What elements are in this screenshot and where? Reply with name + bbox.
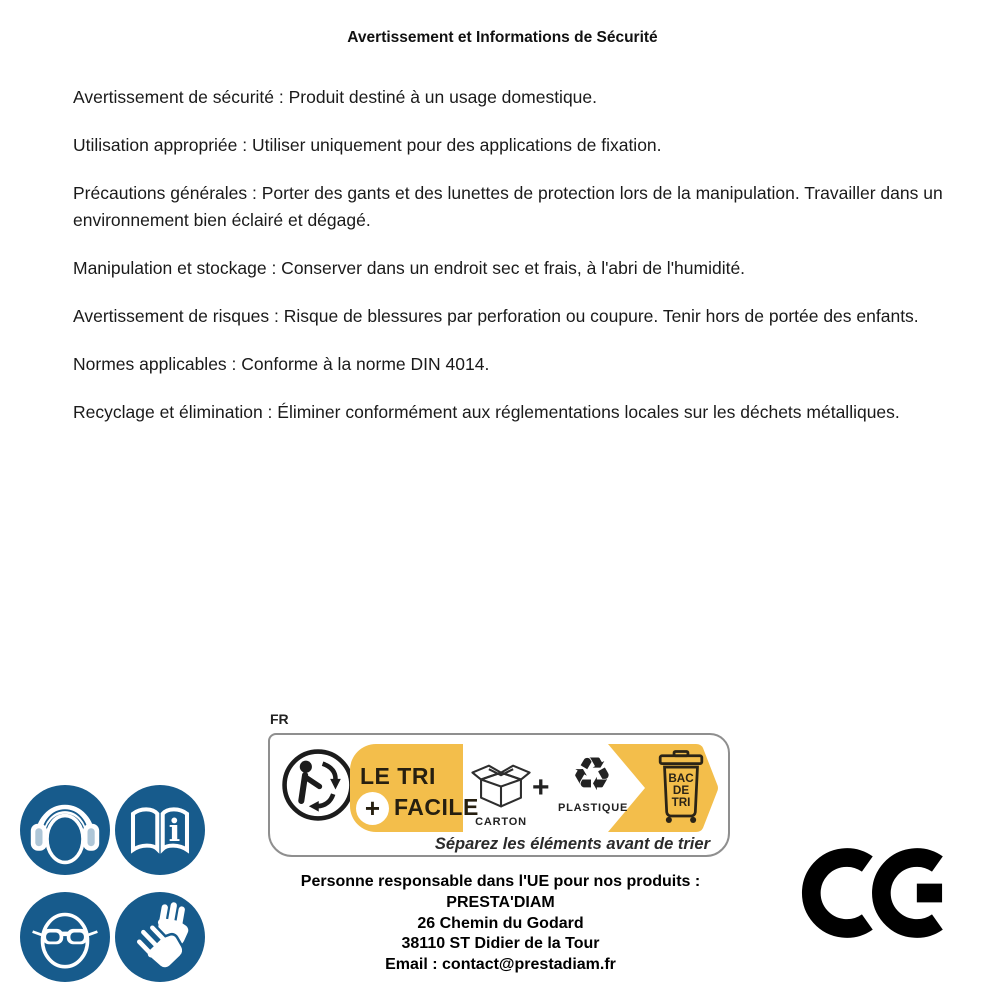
safety-text-block bbox=[73, 84, 968, 447]
facile-text: FACILE bbox=[394, 794, 479, 820]
svg-text:i: i bbox=[168, 812, 181, 849]
safety-paragraph: Manipulation et stockage : Conserver dans un endroit sec et frais, à l'abri de l'humidité. bbox=[73, 258, 746, 278]
svg-text:DE: DE bbox=[672, 783, 690, 797]
sorting-tagline: Séparez les éléments avant de trier bbox=[434, 835, 710, 853]
carton-box-icon bbox=[470, 757, 532, 809]
plus-circle-icon: + bbox=[356, 792, 389, 825]
plastique-label: PLASTIQUE bbox=[558, 802, 629, 814]
page-title: Avertissement et Informations de Sécurité bbox=[347, 29, 658, 46]
wear-ear-protection-icon bbox=[20, 785, 110, 875]
safety-paragraph: Recyclage et élimination : Éliminer conformément aux réglementations locales sur les déchets métalliques. bbox=[73, 402, 900, 422]
bac-de-tri-bin-icon bbox=[655, 750, 707, 824]
safety-paragraph: Avertissement de risques : Risque de blessures par perforation ou coupure. Tenir hors de portée des enfants. bbox=[73, 306, 919, 326]
ce-marking-icon bbox=[801, 846, 943, 940]
safety-paragraph: Avertissement de sécurité : Produit destiné à un usage domestique. bbox=[73, 87, 598, 107]
svg-text:BAC: BAC bbox=[668, 771, 694, 785]
plastic-recycling-icon: ♻ bbox=[571, 747, 613, 801]
carton-label: CARTON bbox=[475, 816, 527, 828]
triman-logo-icon bbox=[280, 747, 356, 823]
eu-responsible-block bbox=[253, 872, 748, 976]
country-code-label: FR bbox=[270, 711, 289, 727]
wear-protective-gloves-icon bbox=[115, 892, 205, 982]
responsible-intro-line: Personne responsable dans l'UE pour nos produits : bbox=[300, 873, 701, 890]
material-carton bbox=[468, 757, 534, 828]
wear-eye-protection-icon bbox=[20, 892, 110, 982]
safety-paragraph: Précautions générales : Porter des gants et des lunettes de protection lors de la manipulation. Travailler dans un environnement bien éclairé et dégagé. bbox=[73, 183, 943, 230]
le-tri-text: LE TRI bbox=[360, 763, 436, 789]
info-tri-recycling-label bbox=[268, 733, 730, 857]
safety-paragraph: Utilisation appropriée : Utiliser uniquement pour des applications de fixation. bbox=[73, 135, 662, 155]
address-street: 26 Chemin du Godard bbox=[417, 914, 584, 932]
contact-email: Email : contact@prestadiam.fr bbox=[385, 956, 616, 974]
company-name: PRESTA'DIAM bbox=[446, 893, 555, 911]
materials-plus-sign: + bbox=[532, 771, 550, 804]
material-plastique bbox=[558, 747, 629, 814]
read-instruction-manual-icon bbox=[115, 785, 205, 875]
safety-paragraph: Normes applicables : Conforme à la norme DIN 4014. bbox=[73, 354, 490, 374]
svg-text:TRI: TRI bbox=[671, 796, 691, 810]
address-city: 38110 ST Didier de la Tour bbox=[401, 935, 600, 953]
mandatory-safety-icons bbox=[20, 785, 205, 982]
